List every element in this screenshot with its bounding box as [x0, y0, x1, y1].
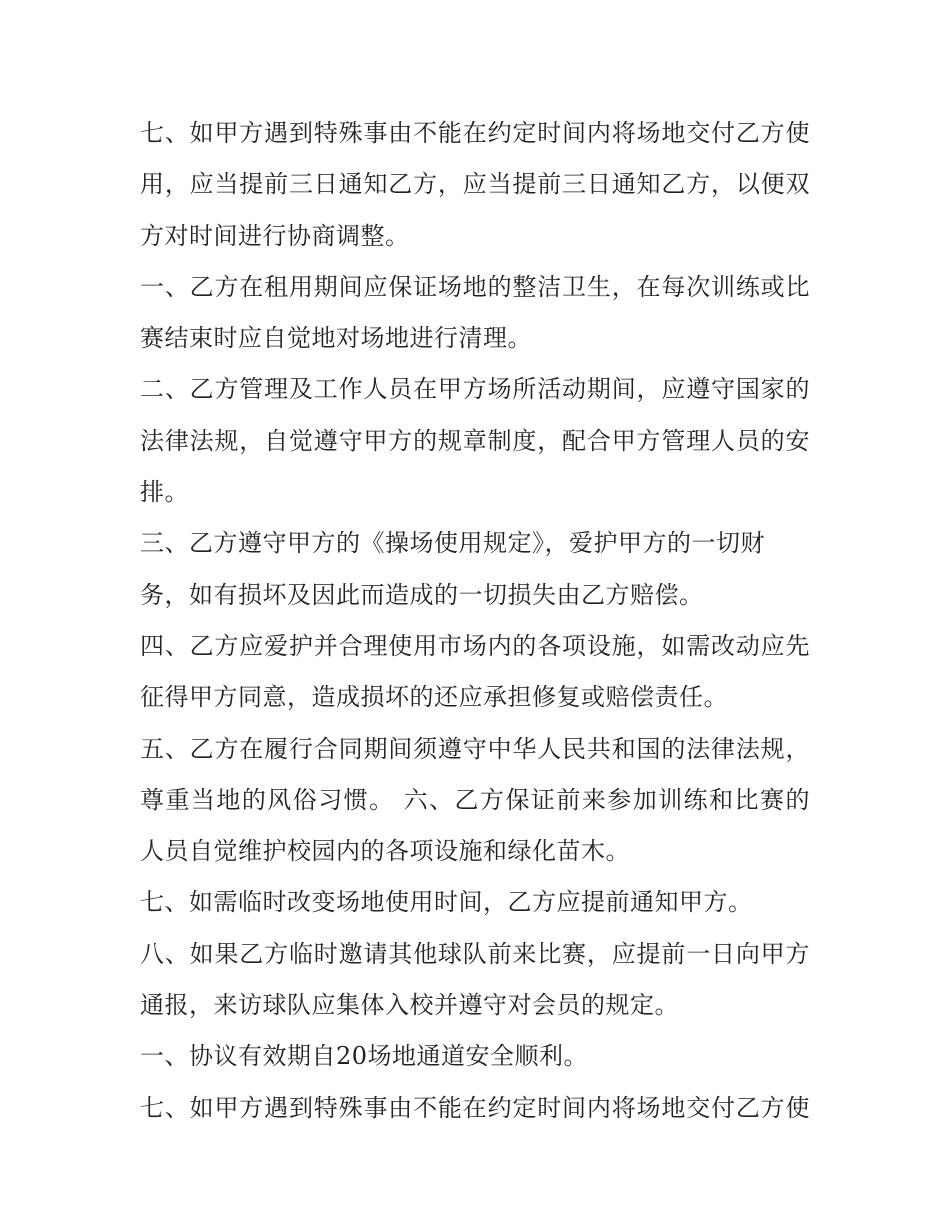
text-line: 七、如甲方遇到特殊事由不能在约定时间内将场地交付乙方使	[140, 1093, 810, 1122]
text-line: 排。	[140, 478, 189, 507]
text-line: 用，应当提前三日通知乙方，应当提前三日通知乙方，以便双	[140, 170, 810, 199]
text-line: 征得甲方同意，造成损坏的还应承担修复或赔偿责任。	[140, 683, 728, 712]
text-line: 尊重当地的风俗习惯。 六、乙方保证前来参加训练和比赛的	[140, 785, 810, 814]
text-line: 七、如需临时改变场地使用时间，乙方应提前通知甲方。	[140, 888, 753, 917]
document-body	[140, 108, 810, 1134]
text-line: 七、如甲方遇到特殊事由不能在约定时间内将场地交付乙方使	[140, 119, 810, 147]
text-line: 方对时间进行协商调整。	[140, 221, 410, 250]
text-line: 务，如有损坏及因此而造成的一切损失由乙方赔偿。	[140, 580, 704, 609]
text-line: 四、乙方应爱护并合理使用市场内的各项设施，如需改动应先	[140, 631, 810, 660]
text-line: 八、如果乙方临时邀请其他球队前来比赛，应提前一日向甲方	[140, 939, 810, 968]
text-line: 人员自觉维护校园内的各项设施和绿化苗木。	[140, 837, 630, 866]
text-line: 二、乙方管理及工作人员在甲方场所活动期间，应遵守国家的	[140, 375, 810, 404]
text-line: 一、协议有效期自20场地通道安全顺利。	[140, 1042, 589, 1071]
text-line: 通报，来访球队应集体入校并遵守对会员的规定。	[140, 991, 679, 1020]
text-line: 赛结束时应自觉地对场地进行清理。	[140, 324, 532, 353]
text-line: 五、乙方在履行合同期间须遵守中华人民共和国的法律法规，	[140, 734, 810, 763]
text-line: 三、乙方遵守甲方的《操场使用规定》，爱护甲方的一切财	[140, 529, 765, 558]
text-line: 一、乙方在租用期间应保证场地的整洁卫生，在每次训练或比	[140, 272, 810, 301]
text-line: 法律法规，自觉遵守甲方的规章制度，配合甲方管理人员的安	[140, 426, 810, 455]
